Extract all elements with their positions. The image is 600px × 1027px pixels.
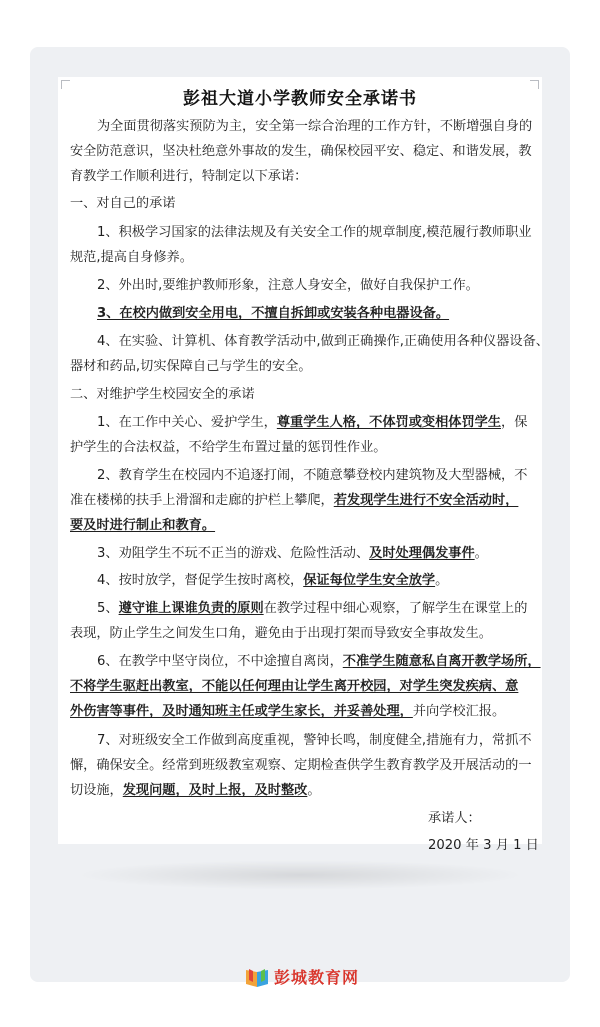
- paper-shadow: [75, 860, 525, 890]
- commitment-students-6: 6、在教学中坚守岗位，不中途擅自离岗，不准学生随意私自离开教学场所， 不将学生驱赶出教室，不能以任何理由让学生离开校园，对学生突发疾病、意 外伤害等事件，及时通知班主任或学生家长，并妥善处理，并向学校汇报。: [58, 649, 542, 724]
- document-title: 彭祖大道小学教师安全承诺书: [183, 89, 417, 109]
- emphasis: 不将学生驱赶出教室，不能以任何理由让学生离开校园，对学生突发疾病、意: [70, 679, 519, 694]
- section-heading-self: 一、对自己的承诺: [70, 196, 176, 211]
- commitment-students-1: 1、在工作中关心、爱护学生，尊重学生人格，不体罚或变相体罚学生，保 护学生的合法权益，不给学生布置过量的惩罚性作业。: [70, 415, 528, 455]
- emphasis: 尊重学生人格，不体罚或变相体罚学生: [276, 415, 502, 430]
- emphasis: 不准学生随意私自离开教学场所，: [342, 654, 541, 669]
- commitment-students-4: 4、按时放学，督促学生按时离校，保证每位学生安全放学。: [97, 573, 449, 588]
- intro-paragraph: [58, 114, 542, 189]
- commitment-self-1: 1、积极学习国家的法律法规及有关安全工作的规章制度,模范履行教师职业 规范,提高自身修养。: [70, 225, 532, 265]
- section-heading-students: 二、对维护学生校园安全的承诺: [70, 387, 255, 402]
- commitment-students-3: 3、劝阻学生不玩不正当的游戏、危险性活动、及时处理偶发事件。: [97, 546, 488, 561]
- site-name[interactable]: 彭城教育网: [274, 968, 360, 987]
- intro-line: 育教学工作顺利进行，特制定以下承诺：: [70, 169, 308, 184]
- commitment-students-5: 5、遵守谁上课谁负责的原则在教学过程中细心观察，了解学生在课堂上的 表现，防止学生之间发生口角，避免由于出现打架而导致安全事故发生。: [70, 601, 528, 641]
- commitment-date: 2020 年 3 月 1 日: [428, 838, 539, 853]
- commitment-self-3: 3、在校内做到安全用电，不擅自拆卸或安装各种电器设备。: [97, 306, 450, 321]
- emphasis: 及时处理偶发事件: [369, 546, 475, 561]
- intro-line: 为全面贯彻落实预防为主，安全第一综合治理的工作方针，不断增强自身的: [97, 119, 533, 134]
- commitment-students-7: 7、对班级安全工作做到高度重视，警钟长鸣，制度健全,措施有力，常抓不 懈，确保安全。经常到班级教室观察、定期检查供学生教育教学及开展活动的一 切设施，发现问题，及时上报，及时整改。: [70, 733, 532, 798]
- emphasis: 外伤害等事件，及时通知班主任或学生家长，并妥善处理，: [70, 704, 413, 719]
- commitment-self-2: 2、外出时,要维护教师形象，注意人身安全，做好自我保护工作。: [97, 278, 479, 293]
- emphasis: 要及时进行制止和教育。: [70, 518, 216, 533]
- emphasis: 发现问题，及时上报，及时整改: [122, 783, 308, 798]
- signer-label: 承诺人：: [428, 811, 481, 826]
- emphasis: 遵守谁上课谁负责的原则: [118, 601, 264, 616]
- site-footer: [0, 964, 600, 990]
- intro-line: 安全防范意识，坚决杜绝意外事故的发生，确保校园平安、稳定、和谐发展，教: [70, 144, 532, 159]
- emphasis: 保证每位学生安全放学: [303, 573, 436, 588]
- document-page: [58, 77, 549, 853]
- emphasis: 若发现学生进行不安全活动时，: [333, 493, 519, 508]
- book-logo-icon: [244, 968, 270, 988]
- commitment-self-4: 4、在实验、计算机、体育教学活动中,做到正确操作,正确使用各种仪器设备、 器材和药品,切实保障自己与学生的安全。: [70, 334, 549, 374]
- commitment-students-2: 2、教育学生在校园内不追逐打闹，不随意攀登校内建筑物及大型器械，不 准在楼梯的扶手上滑溜和走廊的护栏上攀爬，若发现学生进行不安全活动时， 要及时进行制止和教育。: [58, 463, 542, 538]
